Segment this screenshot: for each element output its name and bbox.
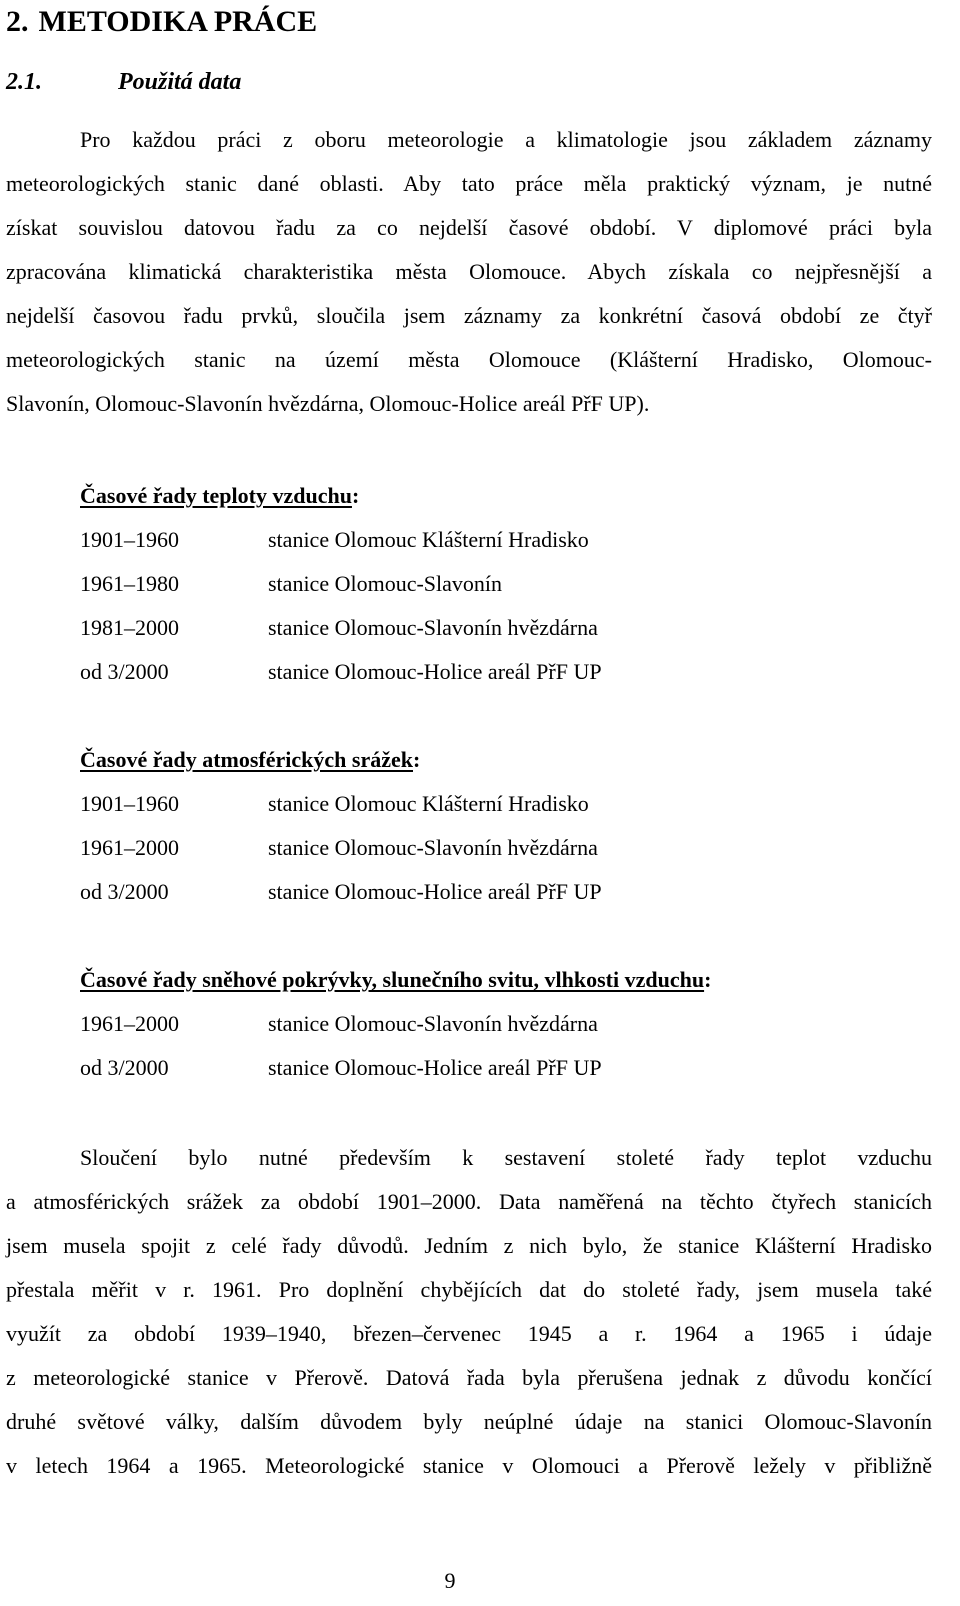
list-item	[80, 657, 602, 687]
station: stanice Olomouc-Holice areál PřF UP	[268, 1055, 602, 1080]
section-label: Časové řady atmosférických srážek	[80, 747, 413, 772]
snow-sunshine-humidity-heading	[80, 965, 711, 995]
closing-paragraph	[6, 1136, 932, 1488]
list-item	[80, 877, 602, 907]
paragraph-line: meteorologických stanic na území města Olomouce (Klášterní Hradisko, Olomouc-	[6, 347, 932, 372]
paragraph-line: druhé světové války, dalším důvodem byly neúplné údaje na stanici Olomouc-Slavonín	[6, 1409, 932, 1434]
list-item	[80, 833, 598, 863]
station: stanice Olomouc Klášterní Hradisko	[268, 527, 589, 552]
paragraph-line: zpracována klimatická charakteristika města Olomouce. Abych získala co nejpřesnější a	[6, 259, 932, 284]
station: stanice Olomouc-Slavonín hvězdárna	[268, 1011, 598, 1036]
section-label: Časové řady teploty vzduchu	[80, 483, 352, 508]
paragraph-line: nejdelší časovou řadu prvků, sloučila jsem záznamy za konkrétní časová období ze čtyř	[6, 303, 932, 328]
period: 1981–2000	[80, 615, 179, 640]
precipitation-series-heading	[80, 745, 420, 775]
period: 1901–1960	[80, 791, 179, 816]
station: stanice Olomouc-Holice areál PřF UP	[268, 879, 602, 904]
period: 1961–1980	[80, 571, 179, 596]
period: 1901–1960	[80, 527, 179, 552]
temperature-series-heading	[80, 481, 359, 511]
station: stanice Olomouc-Holice areál PřF UP	[268, 659, 602, 684]
station: stanice Olomouc-Slavonín	[268, 571, 503, 596]
section-label-suffix: :	[413, 747, 421, 772]
section-label: Časové řady sněhové pokrývky, slunečního svitu, vlhkosti vzduchu	[80, 967, 705, 992]
page-number: 9	[444, 1568, 456, 1593]
period: od 3/2000	[80, 879, 169, 904]
section-number: 2.1.	[6, 69, 42, 95]
station: stanice Olomouc-Slavonín hvězdárna	[268, 835, 598, 860]
paragraph-line: meteorologických stanic dané oblasti. Aby tato práce měla praktický význam, je nutné	[6, 171, 932, 196]
paragraph-line: z meteorologické stanice v Přerově. Datová řada byla přerušena jednak z důvodu končící	[6, 1365, 932, 1390]
list-item	[80, 613, 598, 643]
paragraph-line: Slavonín, Olomouc-Slavonín hvězdárna, Olomouc-Holice areál PřF UP).	[6, 391, 650, 416]
chapter-number: 2.	[6, 5, 29, 38]
intro-paragraph	[6, 118, 932, 426]
period: od 3/2000	[80, 659, 169, 684]
station: stanice Olomouc-Slavonín hvězdárna	[268, 615, 598, 640]
section-title: Použitá data	[118, 69, 242, 95]
paragraph-line: jsem musela spojit z celé řady důvodů. Jedním z nich bylo, že stanice Klášterní Hradisko	[6, 1233, 932, 1258]
chapter-heading	[6, 2, 317, 42]
list-item	[80, 789, 589, 819]
list-item	[80, 525, 589, 555]
list-item	[80, 569, 502, 599]
period: 1961–2000	[80, 835, 179, 860]
list-item	[80, 1053, 602, 1083]
chapter-title: METODIKA PRÁCE	[38, 5, 318, 38]
paragraph-line: přestala měřit v r. 1961. Pro doplnění chybějících dat do stoleté řady, jsem musela také	[6, 1277, 932, 1302]
paragraph-line: a atmosférických srážek za období 1901–2000. Data naměřená na těchto čtyřech stanicích	[6, 1189, 932, 1214]
paragraph-line: využít za období 1939–1940, březen–červenec 1945 a r. 1964 a 1965 i údaje	[6, 1321, 932, 1346]
paragraph-line: Pro každou práci z oboru meteorologie a klimatologie jsou základem záznamy	[80, 127, 932, 152]
section-label-suffix: :	[351, 483, 360, 508]
section-label-suffix: :	[704, 967, 712, 992]
period: od 3/2000	[80, 1055, 169, 1080]
list-item	[80, 1009, 598, 1039]
paragraph-line: získat souvislou datovou řadu za co nejdelší časové období. V diplomové práci byla	[6, 215, 932, 240]
period: 1961–2000	[80, 1011, 179, 1036]
station: stanice Olomouc Klášterní Hradisko	[268, 791, 589, 816]
section-heading	[6, 64, 241, 100]
paragraph-line: Sloučení bylo nutné především k sestavení stoleté řady teplot vzduchu	[80, 1145, 932, 1170]
paragraph-line: v letech 1964 a 1965. Meteorologické stanice v Olomouci a Přerově ležely v přibližně	[6, 1453, 932, 1478]
